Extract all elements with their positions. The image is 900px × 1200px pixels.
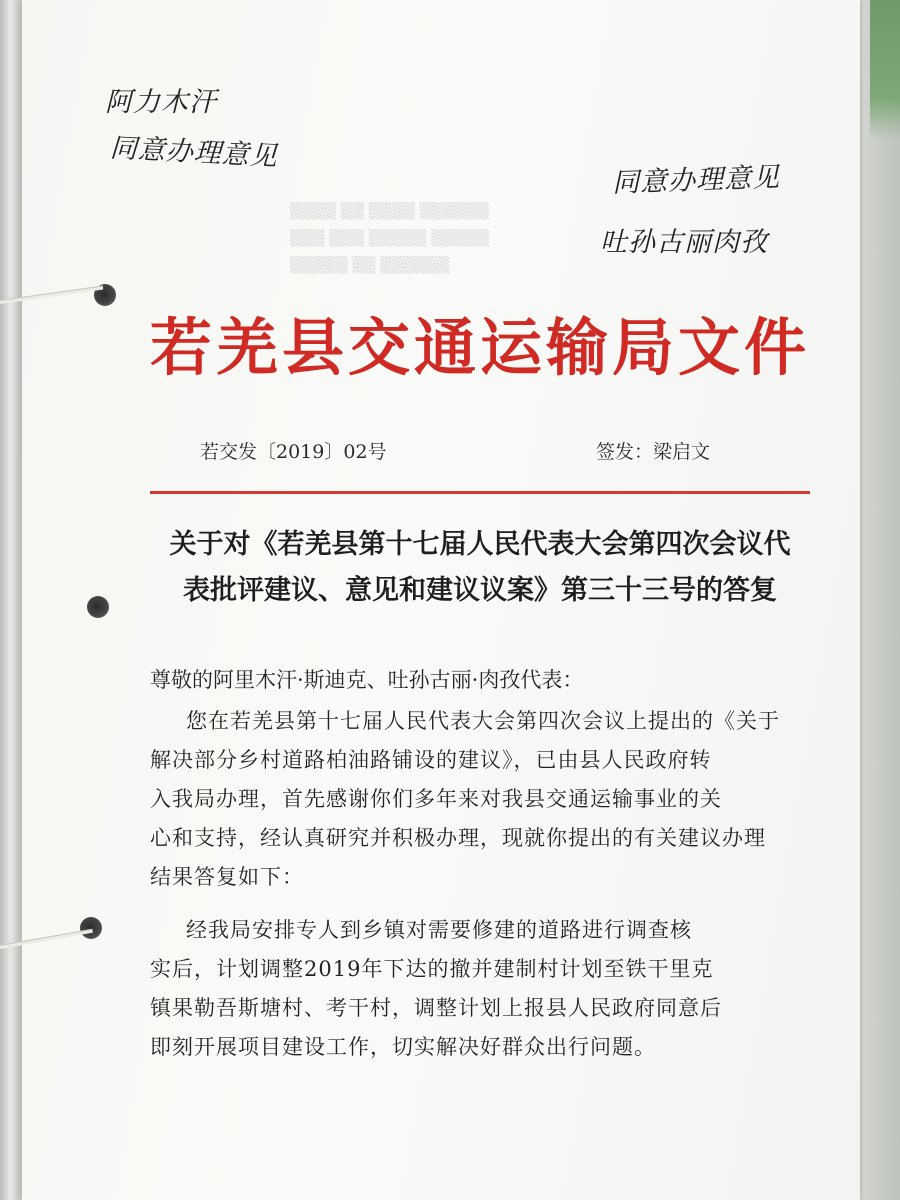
document-title-line-1: 关于对《若羌县第十七届人民代表大会第四次会议代: [169, 529, 791, 560]
body-line: 结果答复如下：: [150, 865, 304, 889]
handwritten-note-name-right: 吐孙古丽肉孜: [600, 227, 768, 258]
document-body: [150, 702, 790, 1067]
document-title: [150, 522, 810, 614]
salutation: 尊敬的阿里木汗·斯迪克、吐孙古丽·肉孜代表：: [150, 668, 584, 692]
header-red-rule: [150, 491, 810, 494]
body-line: 实后，计划调整2019年下达的撤并建制村计划至铁干里克: [150, 957, 714, 981]
handwritten-note-name-left: 阿力木汗: [105, 87, 217, 118]
body-paragraph-2: [150, 911, 790, 1067]
document-signer: 签发：梁启文: [596, 441, 711, 463]
show-through-text: ▒▒▒▒ ▒▒ ▒▒▒▒ ▒▒▒▒▒▒ ▒▒▒ ▒▒▒ ▒▒▒▒▒ ▒▒▒▒▒ ▒▒▒▒▒ ▒▒ ▒▒▒▒▒▒: [290, 202, 489, 274]
body-line: 解决部分乡村道路柏油路铺设的建议》，已由县人民政府转: [150, 748, 712, 772]
body-line: 心和支持，经认真研究并积极办理，现就你提出的有关建议办理: [150, 826, 766, 850]
body-line: 镇果勒吾斯塘村、考干村，调整计划上报县人民政府同意后: [150, 996, 722, 1020]
body-paragraph-1: [150, 702, 790, 897]
body-line: 即刻开展项目建设工作，切实解决好群众出行问题。: [150, 1035, 656, 1059]
body-line: 经我局安排专人到乡镇对需要修建的道路进行调查核: [186, 918, 692, 942]
handwritten-note-approval-right: 同意办理意见: [611, 162, 781, 199]
binding-hole-middle: [87, 596, 109, 618]
body-line: 您在若羌县第十七届人民代表大会第四次会议上提出的《关于: [186, 709, 780, 733]
document-number: 若交发〔2019〕02号: [200, 441, 387, 463]
handwritten-note-approval-left: 同意办理意见: [109, 132, 279, 173]
background-corner: [870, 0, 900, 140]
body-line: 入我局办理，首先感谢你们多年来对我县交通运输事业的关: [150, 787, 722, 811]
document-header-title: 若羌县交通运输局文件: [150, 311, 811, 384]
document-title-line-2: 表批评建议、意见和建议议案》第三十三号的答复: [183, 575, 777, 606]
